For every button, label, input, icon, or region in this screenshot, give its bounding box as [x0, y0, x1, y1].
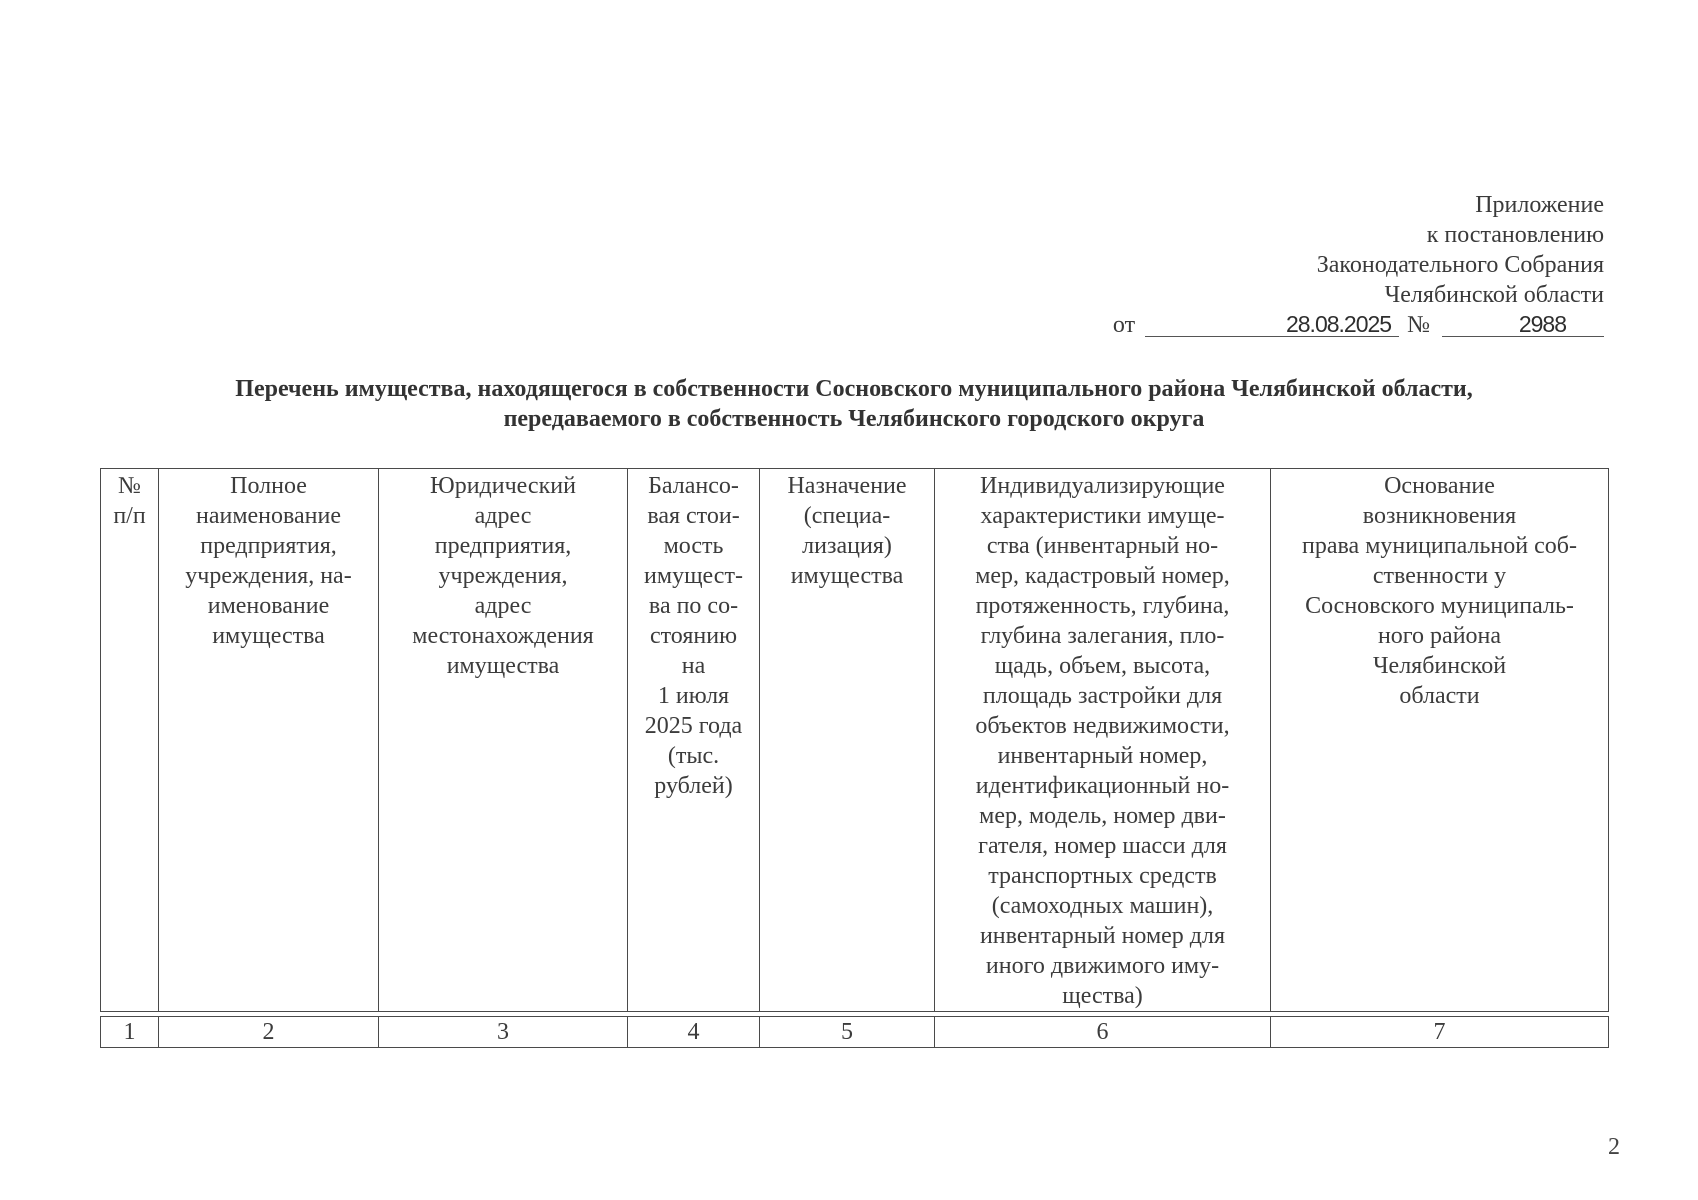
- appendix-line: Приложение: [1475, 192, 1604, 218]
- header-cell: Индивидуализирующие характеристики имуще- ства (инвентарный но- мер, кадастровый номер, протяженность, глубина, глубина залегания, пло- щадь, объем, высота, площадь застройки для объектов недвижимости, инвентарный номер, идентификационный но- мер, модель, номер дви- гателя, номер шасси для транспортных средств (самоходных машин), инвентарный номер для иного движимого иму- щества): [935, 469, 1271, 1012]
- column-number: 1: [101, 1017, 159, 1048]
- date-number-line: [1113, 310, 1604, 340]
- column-number: 2: [159, 1017, 379, 1048]
- appendix-line: Челябинской области: [1384, 282, 1604, 308]
- date-prefix: от: [1112, 312, 1136, 338]
- header-cell: Назначение (специа- лизация) имущества: [760, 469, 935, 1012]
- property-list-table: [100, 468, 1609, 1048]
- appendix-line: Законодательного Собрания: [1316, 252, 1604, 278]
- appendix-line: к постановлению: [1426, 222, 1604, 248]
- header-cell: Основание возникновения права муниципальной соб- ственности у Сосновского муниципаль- ного района Челябинской области: [1271, 469, 1609, 1012]
- column-number: 6: [935, 1017, 1271, 1048]
- resolution-date: 28.08.2025: [1145, 312, 1399, 337]
- resolution-number: 2988: [1442, 312, 1604, 337]
- header-cell: Юридический адрес предприятия, учреждения, адрес местонахождения имущества: [379, 469, 628, 1012]
- table-header-row: [101, 469, 1609, 1012]
- header-cell: Полное наименование предприятия, учреждения, на- именование имущества: [159, 469, 379, 1012]
- title-line: передаваемого в собственность Челябинского городского округа: [503, 406, 1205, 432]
- header-cell: Балансо- вая стои- мость имущест- ва по со- стоянию на 1 июля 2025 года (тыс. рублей): [628, 469, 760, 1012]
- column-number: 4: [628, 1017, 760, 1048]
- number-sign: №: [1407, 312, 1430, 338]
- column-number: 5: [760, 1017, 935, 1048]
- document-title: [100, 374, 1608, 434]
- title-line: Перечень имущества, находящегося в собственности Сосновского муниципального района Челябинской области,: [235, 376, 1473, 402]
- appendix-block: [1113, 190, 1604, 340]
- column-number: 7: [1271, 1017, 1609, 1048]
- header-cell: № п/п: [101, 469, 159, 1012]
- column-number-row: [101, 1017, 1609, 1048]
- page-number: 2: [1608, 1134, 1620, 1160]
- column-number: 3: [379, 1017, 628, 1048]
